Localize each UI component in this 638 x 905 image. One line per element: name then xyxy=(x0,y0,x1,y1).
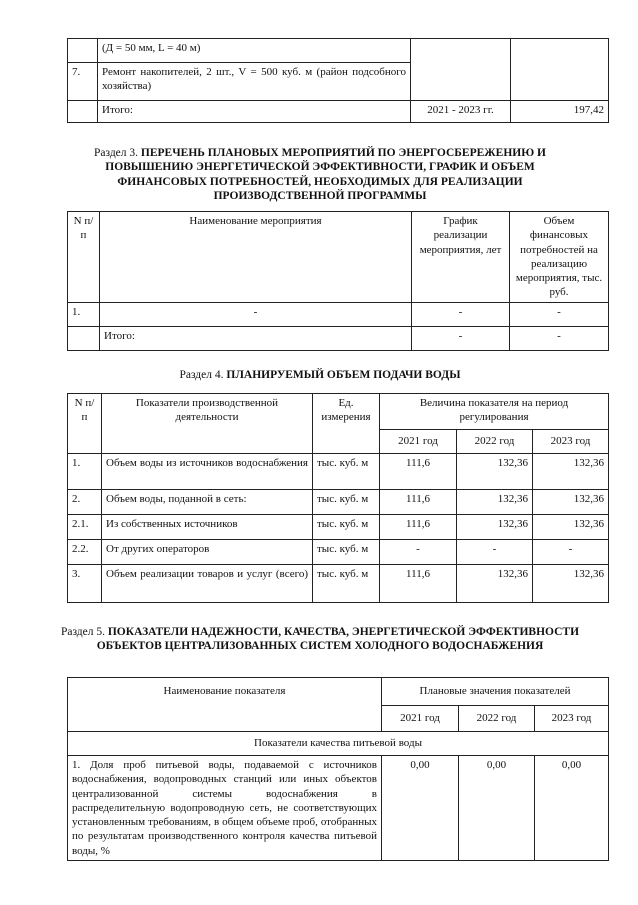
cell-unit: тыс. куб. м xyxy=(313,565,380,603)
table-measures-continued xyxy=(67,38,609,123)
header-name: Наименование показателя xyxy=(68,678,382,732)
cell-value: 132,36 xyxy=(533,515,609,540)
cell-unit: тыс. куб. м xyxy=(313,454,380,490)
cell-num: 1. xyxy=(68,454,102,490)
cell-num: 2.2. xyxy=(68,540,102,565)
table-row-total xyxy=(68,101,609,123)
cell-name: Объем реализации товаров и услуг (всего) xyxy=(102,565,313,603)
header-year: 2021 год xyxy=(380,430,457,454)
header-indicator: Показатели производственной деятельности xyxy=(102,394,313,454)
cell-name: (Д = 50 мм, L = 40 м) xyxy=(98,39,411,63)
cell-value: 111,6 xyxy=(380,515,457,540)
section5-heading xyxy=(60,625,580,654)
cell-name: Из собственных источников xyxy=(102,515,313,540)
section4-prefix: Раздел 4. xyxy=(179,369,224,381)
cell-num: 3. xyxy=(68,565,102,603)
cell-num: 1. xyxy=(68,302,100,326)
section4-table xyxy=(67,393,609,603)
table-row xyxy=(68,302,609,326)
total-label: Итого: xyxy=(100,326,412,350)
cell-name: Объем воды из источников водоснабжения xyxy=(102,454,313,490)
section4-title: ПЛАНИРУЕМЫЙ ОБЪЕМ ПОДАЧИ ВОДЫ xyxy=(226,369,461,381)
header-num: N п/п xyxy=(68,212,100,303)
cell-value: 132,36 xyxy=(533,454,609,490)
cell-period xyxy=(411,39,511,101)
cell-name: 1. Доля проб питьевой воды, подаваемой с источников водоснабжения, водопроводных станций или иных объектов централизованной системы водоснабжения в распределительную водопроводную сеть, не соответствующих установленным требованиям, в общем объеме проб, отобранных по результатам производственного контроля качества питьевой воды, % xyxy=(68,756,382,861)
cell-value: 132,36 xyxy=(457,515,533,540)
cell-volume: - xyxy=(510,302,609,326)
section3-prefix: Раздел 3. xyxy=(94,147,139,159)
cell-value: - xyxy=(457,540,533,565)
cell-value: 132,36 xyxy=(533,565,609,603)
section5-title: ПОКАЗАТЕЛИ НАДЕЖНОСТИ, КАЧЕСТВА, ЭНЕРГЕТИЧЕСКОЙ ЭФФЕКТИВНОСТИ ОБЪЕКТОВ ЦЕНТРАЛИЗОВАННЫХ СИСТЕМ ХОЛОДНОГО ВОДОСНАБЖЕНИЯ xyxy=(96,626,580,653)
header-year: 2021 год xyxy=(382,706,459,732)
cell-name: - xyxy=(100,302,412,326)
header-value: Величина показателя на период регулирования xyxy=(380,394,609,430)
cell-value: 0,00 xyxy=(535,756,609,861)
cell-num: 7. xyxy=(68,63,98,101)
cell-value: 132,36 xyxy=(457,490,533,515)
header-volume: Объем финансовых потребностей на реализацию мероприятия, тыс. руб. xyxy=(510,212,609,303)
section3-heading xyxy=(60,146,580,204)
section5-table xyxy=(67,677,609,861)
cell-value: 0,00 xyxy=(382,756,459,861)
table-row-total xyxy=(68,326,609,350)
section5-prefix: Раздел 5. xyxy=(60,626,105,638)
cell-value: - xyxy=(380,540,457,565)
cell-unit: тыс. куб. м xyxy=(313,540,380,565)
table-row xyxy=(68,490,609,515)
table-header-row xyxy=(68,394,609,430)
header-num: N п/п xyxy=(68,394,102,454)
group-label: Показатели качества питьевой воды xyxy=(68,732,609,756)
table-row xyxy=(68,454,609,490)
cell-value: - xyxy=(533,540,609,565)
cell-num: 2. xyxy=(68,490,102,515)
section3-table xyxy=(67,211,609,351)
table-row xyxy=(68,565,609,603)
cell-name: Объем воды, поданной в сеть: xyxy=(102,490,313,515)
section3-title: ПЕРЕЧЕНЬ ПЛАНОВЫХ МЕРОПРИЯТИЙ ПО ЭНЕРГОСБЕРЕЖЕНИЮ И ПОВЫШЕНИЮ ЭНЕРГЕТИЧЕСКОЙ ЭФФЕКТИВНОСТИ, ГРАФИК И ОБЪЕМ ФИНАНСОВЫХ ПОТРЕБНОСТЕЙ, НЕОБХОДИМЫХ ДЛЯ РЕАЛИЗАЦИИ ПРОИЗВОДСТВЕННОЙ ПРОГРАММЫ xyxy=(105,147,546,203)
cell-unit: тыс. куб. м xyxy=(313,490,380,515)
cell-value: 132,36 xyxy=(457,454,533,490)
total-schedule: - xyxy=(412,326,510,350)
cell-num: 2.1. xyxy=(68,515,102,540)
table-row xyxy=(68,515,609,540)
cell-value: 132,36 xyxy=(533,490,609,515)
cell-name: Ремонт накопителей, 2 шт., V = 500 куб. м (район подсобного хозяйства) xyxy=(98,63,411,101)
cell-num xyxy=(68,39,98,63)
total-period: 2021 - 2023 гг. xyxy=(411,101,511,123)
cell-value: 111,6 xyxy=(380,565,457,603)
cell-schedule: - xyxy=(412,302,510,326)
cell-value: 0,00 xyxy=(459,756,535,861)
total-label: Итого: xyxy=(98,101,411,123)
header-year: 2023 год xyxy=(533,430,609,454)
cell-value: 111,6 xyxy=(380,454,457,490)
table-header-row xyxy=(68,678,609,706)
header-plan: Плановые значения показателей xyxy=(382,678,609,706)
header-year: 2023 год xyxy=(535,706,609,732)
total-amount: 197,42 xyxy=(511,101,609,123)
section4-heading xyxy=(60,368,580,382)
cell-value: 132,36 xyxy=(457,565,533,603)
header-year: 2022 год xyxy=(459,706,535,732)
table-row xyxy=(68,756,609,861)
table-row xyxy=(68,540,609,565)
cell-value: 111,6 xyxy=(380,490,457,515)
total-volume: - xyxy=(510,326,609,350)
cell-name: От других операторов xyxy=(102,540,313,565)
table-group-row xyxy=(68,732,609,756)
header-year: 2022 год xyxy=(457,430,533,454)
header-unit: Ед. измерения xyxy=(313,394,380,454)
table-header-row xyxy=(68,212,609,303)
cell-amount xyxy=(511,39,609,101)
header-name: Наименование мероприятия xyxy=(100,212,412,303)
cell-unit: тыс. куб. м xyxy=(313,515,380,540)
header-schedule: График реализации мероприятия, лет xyxy=(412,212,510,303)
table-row xyxy=(68,39,609,63)
